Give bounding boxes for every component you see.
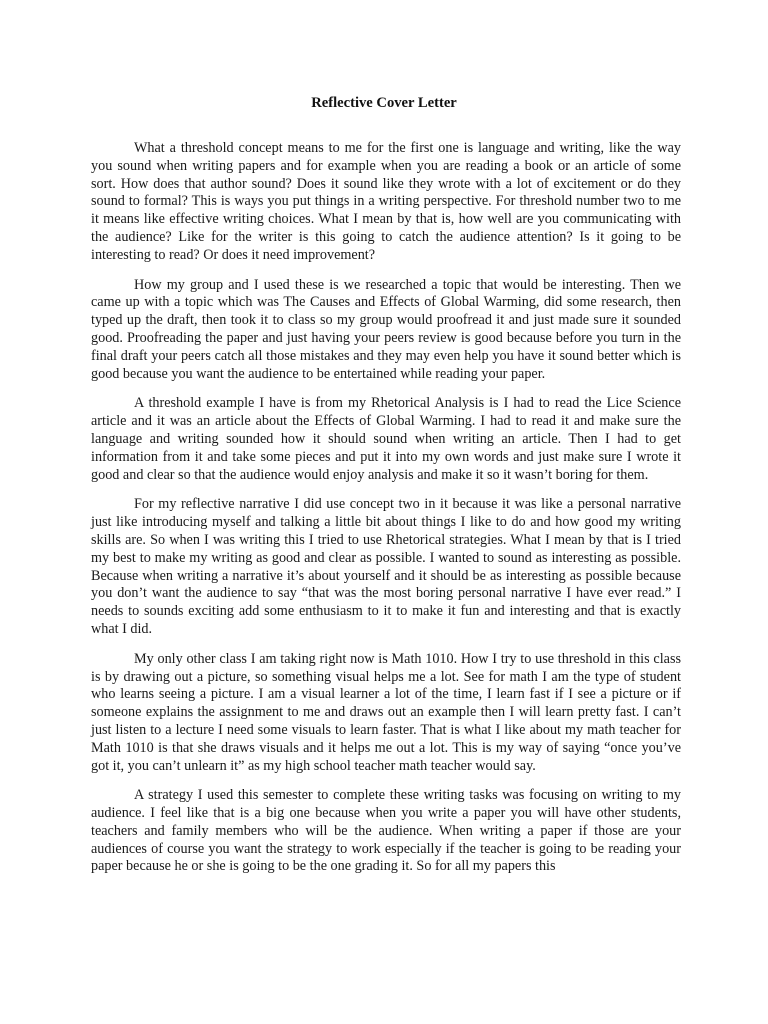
paragraph-6: A strategy I used this semester to complete these writing tasks was focusing on writing to my audience. I feel like that is a big one because when you write a paper you will have other students, teachers and family members who will be the audience. When writing a paper if those are your audiences of course you want the strategy to work especially if the teacher is going to be reading your paper because he or she is going to be the one grading it. So for all my papers this — [91, 787, 681, 875]
paragraph-3: A threshold example I have is from my Rhetorical Analysis is I had to read the Lice Science article and it was an article about the Effects of Global Warming. I had to read it and make sure the language and writing sounded how it should sound when writing an article. Then I had to get information from it and take some pieces and put it into my own words and just make sure I wrote it good and clear so that the audience would enjoy analysis and make it so it wasn’t boring for them. — [91, 395, 681, 483]
paragraph-2: How my group and I used these is we researched a topic that would be interesting. Then we came up with a topic which was The Causes and Effects of Global Warming, did some research, then typed up the draft, then took it to class so my group would proofread it and just made sure it sounded good. Proofreading the paper and just having your peers review is good because before you turn in the final draft your peers catch all those mistakes and they may even help you have it sound better which is good because you want the audience to be entertained while reading your paper. — [91, 276, 681, 382]
paragraph-5: My only other class I am taking right now is Math 1010. How I try to use threshold in this class is by drawing out a picture, so something visual helps me a lot. See for math I am the type of student who learns seeing a picture. I am a visual learner a lot of the time, I learn fast if I see a picture or if someone explains the assignment to me and draws out an example then I will learn pretty fast. I can’t just listen to a lecture I need some visuals to learn faster. That is what I like about my math teacher for Math 1010 is that she draws visuals and it helps me out a lot. This is my way of saying “once you’ve got it, you can’t unlearn it” as my high school teacher math teacher would say. — [91, 650, 681, 774]
paragraph-1: What a threshold concept means to me for the first one is language and writing, like the way you sound when writing papers and for example when you are reading a book or an article of some sort. How does that author sound? Does it sound like they wrote with a lot of excitement or do they sound to formal? This is ways you put things in a writing perspective. For threshold number two to me it means like effective writing choices. What I mean by that is, how well are you communicating with the audience? Like for the writer is this going to catch the audience attention? Is it going to be interesting to read? Or does it need improvement? — [91, 140, 681, 263]
document-body — [91, 140, 681, 888]
paragraph-4: For my reflective narrative I did use concept two in it because it was like a personal narrative just like introducing myself and talking a little bit about things I like to do and how good my writing skills are. So when I was writing this I tried to use Rhetorical strategies. What I mean by that is I tried my best to make my writing as good and clear as possible. I wanted to sound as interesting as possible. Because when writing a narrative it’s about yourself and it should be as interesting as possible because you don’t want the audience to say “that was the most boring personal narrative I have ever read.” I needs to sounds exciting add some enthusiasm to it to make it fun and interesting and that is exactly what I did. — [91, 496, 681, 637]
document-title: Reflective Cover Letter — [311, 95, 457, 111]
